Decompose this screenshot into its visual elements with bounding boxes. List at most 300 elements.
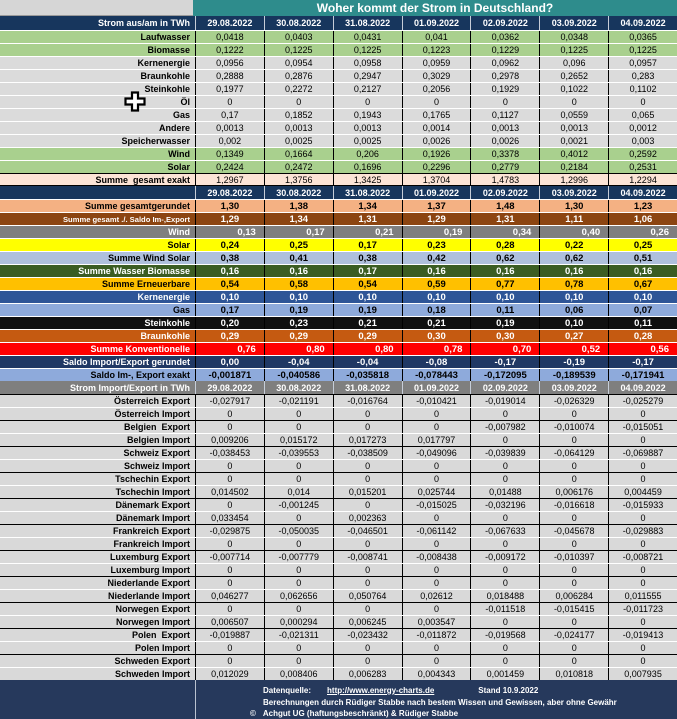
cell-value: 0,007935 bbox=[608, 668, 677, 680]
cell-value: 0 bbox=[333, 473, 402, 485]
row-label: Luxemburg Import bbox=[110, 565, 190, 575]
cell-value: -0,021311 bbox=[264, 629, 333, 641]
cell-value: 0,1223 bbox=[402, 44, 471, 56]
cell-value: 0,1102 bbox=[608, 83, 677, 95]
cell-value: 0,13 bbox=[195, 226, 264, 238]
cell-value: 0,006283 bbox=[333, 668, 402, 680]
cell-value: -0,015933 bbox=[608, 499, 677, 511]
cell-value: 1,3756 bbox=[264, 174, 333, 185]
table-row bbox=[0, 394, 677, 407]
cell-value: 0,21 bbox=[333, 226, 402, 238]
cell-value: 0,1977 bbox=[195, 83, 264, 95]
cell-value: 0,10 bbox=[195, 291, 264, 303]
cell-value: 0,17 bbox=[333, 239, 402, 251]
cell-value: 0 bbox=[608, 577, 677, 589]
table-row bbox=[0, 628, 677, 641]
cell-value: 0,001459 bbox=[470, 668, 539, 680]
table-row bbox=[0, 238, 677, 251]
cell-value: -0,049096 bbox=[402, 447, 471, 459]
table-row bbox=[0, 511, 677, 524]
cell-value: 0 bbox=[264, 538, 333, 550]
date-header: 03.09.2022 bbox=[539, 186, 608, 199]
cell-value: -0,019014 bbox=[470, 395, 539, 407]
cell-value: 0 bbox=[264, 512, 333, 524]
cell-value: 0,19 bbox=[264, 304, 333, 316]
row-label: Niederlande Export bbox=[107, 578, 190, 588]
cell-value: 1,2996 bbox=[539, 174, 608, 185]
table-row bbox=[0, 225, 677, 238]
cell-value: -0,029875 bbox=[195, 525, 264, 537]
date-header: 29.08.2022 bbox=[195, 186, 264, 199]
cell-value: 0,2296 bbox=[402, 161, 471, 173]
row-label: Schweden Export bbox=[114, 656, 190, 666]
cell-value: -0,015415 bbox=[539, 603, 608, 615]
cell-value: 0,025744 bbox=[402, 486, 471, 498]
cell-value: 0 bbox=[470, 577, 539, 589]
date-header: 29.08.2022 bbox=[195, 16, 264, 30]
cell-value: 0,76 bbox=[195, 343, 264, 355]
cell-value: 0 bbox=[608, 460, 677, 472]
cell-value: 1,06 bbox=[608, 213, 677, 225]
cell-value: 0,3378 bbox=[470, 148, 539, 160]
cell-value: 0 bbox=[264, 473, 333, 485]
cell-value: 0,1222 bbox=[195, 44, 264, 56]
cell-value: 0 bbox=[195, 642, 264, 654]
cell-value: 0 bbox=[470, 642, 539, 654]
cell-value: 0,29 bbox=[333, 330, 402, 342]
row-label: Summe gesamt exakt bbox=[95, 174, 190, 185]
cell-value: 0,1349 bbox=[195, 148, 264, 160]
cell-value: -0,038509 bbox=[333, 447, 402, 459]
cell-value: 0,2876 bbox=[264, 70, 333, 82]
cell-value: 0 bbox=[608, 408, 677, 420]
cell-value: -0,010397 bbox=[539, 551, 608, 563]
cell-value: 0 bbox=[402, 512, 471, 524]
row-label: Andere bbox=[158, 123, 190, 133]
cell-value: 0,22 bbox=[539, 239, 608, 251]
cell-value: 0,10 bbox=[264, 291, 333, 303]
cell-value: 0 bbox=[402, 538, 471, 550]
row-label: Kernenergie bbox=[137, 292, 190, 302]
row-label: Solar bbox=[167, 240, 190, 250]
cell-value: 0,2652 bbox=[539, 70, 608, 82]
cell-value: 0,0026 bbox=[402, 135, 471, 147]
cell-value: -0,011723 bbox=[608, 603, 677, 615]
import-export-header-row bbox=[0, 381, 677, 394]
cell-value: 0,4012 bbox=[539, 148, 608, 160]
cell-value: 0,1696 bbox=[333, 161, 402, 173]
cell-value: 0,3029 bbox=[402, 70, 471, 82]
cell-value: 0,07 bbox=[608, 304, 677, 316]
cell-value: -0,016764 bbox=[333, 395, 402, 407]
cell-value: -0,007982 bbox=[470, 421, 539, 433]
cell-value: 0 bbox=[264, 564, 333, 576]
cell-value: 0,29 bbox=[264, 330, 333, 342]
cell-value: 0,050764 bbox=[333, 590, 402, 602]
cell-value: 0,2127 bbox=[333, 83, 402, 95]
cell-value: 1,48 bbox=[470, 200, 539, 212]
cell-value: -0,046501 bbox=[333, 525, 402, 537]
date-header: 31.08.2022 bbox=[333, 381, 402, 394]
date-header: 01.09.2022 bbox=[402, 381, 471, 394]
cell-value: 0,006284 bbox=[539, 590, 608, 602]
cell-value: 0 bbox=[539, 577, 608, 589]
footer bbox=[0, 680, 677, 719]
cell-value: 0,041 bbox=[402, 31, 471, 43]
cell-value: -0,011518 bbox=[470, 603, 539, 615]
date-header: 04.09.2022 bbox=[608, 16, 677, 30]
cell-value: 0,0014 bbox=[402, 122, 471, 134]
cell-value: 0,0365 bbox=[608, 31, 677, 43]
table-row bbox=[0, 329, 677, 342]
cell-value: 0,014 bbox=[264, 486, 333, 498]
cell-value: 0 bbox=[608, 655, 677, 667]
cell-value: 1,29 bbox=[402, 213, 471, 225]
cell-value: 0 bbox=[333, 499, 402, 511]
cell-value: 0,0958 bbox=[333, 57, 402, 69]
row-label: Summe Konventionelle bbox=[90, 344, 190, 354]
cell-value: -0,19 bbox=[539, 356, 608, 368]
cell-value: 0 bbox=[195, 603, 264, 615]
cell-value: 0,011555 bbox=[608, 590, 677, 602]
cell-value: 0,009206 bbox=[195, 434, 264, 446]
source-link[interactable]: http://www.energy-charts.de bbox=[327, 686, 435, 695]
row-label: Schweiz Import bbox=[123, 461, 190, 471]
cell-value: 0 bbox=[608, 538, 677, 550]
cell-value: 0,16 bbox=[402, 265, 471, 277]
date-header: 29.08.2022 bbox=[195, 381, 264, 394]
row-label: Laufwasser bbox=[140, 32, 190, 42]
footer-source-line bbox=[0, 685, 677, 696]
row-label: Polen Export bbox=[131, 630, 190, 640]
cell-value: 0,014502 bbox=[195, 486, 264, 498]
cell-value: 1,30 bbox=[539, 200, 608, 212]
cell-value: 1,31 bbox=[333, 213, 402, 225]
cell-value: -0,069887 bbox=[608, 447, 677, 459]
cell-value: 0 bbox=[264, 421, 333, 433]
table-row bbox=[0, 303, 677, 316]
cell-value: 0,2472 bbox=[264, 161, 333, 173]
cell-value: -0,038453 bbox=[195, 447, 264, 459]
row-label: Gas bbox=[172, 110, 190, 120]
cell-value: -0,010421 bbox=[402, 395, 471, 407]
cell-value: 0,21 bbox=[333, 317, 402, 329]
row-label: Braunkohle bbox=[140, 331, 190, 341]
cell-value: 0 bbox=[195, 538, 264, 550]
cell-value: 0,56 bbox=[608, 343, 677, 355]
main-header-row bbox=[0, 16, 677, 30]
cell-value: 0,16 bbox=[608, 265, 677, 277]
cell-value: 0 bbox=[333, 577, 402, 589]
cell-value: 0,0431 bbox=[333, 31, 402, 43]
row-label: Polen Import bbox=[134, 643, 190, 653]
cell-value: 0,0013 bbox=[470, 122, 539, 134]
table-row bbox=[0, 108, 677, 121]
cell-value: 0,59 bbox=[402, 278, 471, 290]
cell-value: 0,10 bbox=[539, 317, 608, 329]
cell-value: 0 bbox=[333, 642, 402, 654]
cell-value: 0,70 bbox=[470, 343, 539, 355]
cell-value: 0 bbox=[195, 499, 264, 511]
cell-value: 0,01488 bbox=[470, 486, 539, 498]
cell-value: 0,78 bbox=[539, 278, 608, 290]
cell-value: 0,0021 bbox=[539, 135, 608, 147]
cell-value: 0 bbox=[402, 473, 471, 485]
table-row bbox=[0, 173, 677, 186]
cell-value: -0,032196 bbox=[470, 499, 539, 511]
cell-value: 0,41 bbox=[264, 252, 333, 264]
cell-value: 0,23 bbox=[264, 317, 333, 329]
cell-value: 0,25 bbox=[264, 239, 333, 251]
cell-value: 0,0013 bbox=[195, 122, 264, 134]
cell-value: 0,1022 bbox=[539, 83, 608, 95]
cell-value: 0,065 bbox=[608, 109, 677, 121]
cell-value: 0,30 bbox=[470, 330, 539, 342]
cell-value: 0 bbox=[402, 408, 471, 420]
cell-value: 0 bbox=[264, 96, 333, 108]
table-row bbox=[0, 654, 677, 667]
table-row bbox=[0, 69, 677, 82]
cell-value: 0,008406 bbox=[264, 668, 333, 680]
row-label: Norwegen Import bbox=[115, 617, 190, 627]
cell-value: 0 bbox=[402, 655, 471, 667]
page-title: Woher kommt der Strom in Deutschland? bbox=[193, 0, 677, 16]
row-label: Frankreich Import bbox=[113, 539, 190, 549]
cell-value: 1,3704 bbox=[402, 174, 471, 185]
cell-value: 0,0418 bbox=[195, 31, 264, 43]
cell-value: 0,38 bbox=[195, 252, 264, 264]
cell-value: 0,80 bbox=[264, 343, 333, 355]
cell-value: 0 bbox=[539, 460, 608, 472]
table-row bbox=[0, 615, 677, 628]
cell-value: 0 bbox=[539, 473, 608, 485]
table-row bbox=[0, 459, 677, 472]
table-row bbox=[0, 407, 677, 420]
cell-value: 0,0013 bbox=[264, 122, 333, 134]
cell-value: 0 bbox=[195, 96, 264, 108]
cell-value: 1,2294 bbox=[608, 174, 677, 185]
cell-value: 0 bbox=[195, 655, 264, 667]
cell-value: 0,16 bbox=[470, 265, 539, 277]
date-header: 31.08.2022 bbox=[333, 16, 402, 30]
cell-value: -0,008721 bbox=[608, 551, 677, 563]
cell-value: 0,29 bbox=[195, 330, 264, 342]
cell-value: 0,0962 bbox=[470, 57, 539, 69]
row-label: Dänemark Export bbox=[115, 500, 190, 510]
table-row bbox=[0, 147, 677, 160]
cell-value: 0,58 bbox=[264, 278, 333, 290]
row-label: Belgien Export bbox=[123, 422, 190, 432]
cell-value: 0,1943 bbox=[333, 109, 402, 121]
row-label: Belgien Import bbox=[126, 435, 190, 445]
copyright-icon: © bbox=[250, 709, 256, 718]
cell-value: 0,004343 bbox=[402, 668, 471, 680]
cell-value: 0,26 bbox=[608, 226, 677, 238]
row-label: Summe Wind Solar bbox=[108, 253, 190, 263]
row-label: Tschechin Export bbox=[115, 474, 190, 484]
cell-value: 0,033454 bbox=[195, 512, 264, 524]
cell-value: -0,172095 bbox=[470, 369, 539, 381]
table-row bbox=[0, 472, 677, 485]
cell-value: 1,31 bbox=[470, 213, 539, 225]
cell-value: 0,006176 bbox=[539, 486, 608, 498]
cell-value: 0,010818 bbox=[539, 668, 608, 680]
cell-value: 0,004459 bbox=[608, 486, 677, 498]
table-row bbox=[0, 199, 677, 212]
cell-value: -0,016618 bbox=[539, 499, 608, 511]
cell-value: -0,024177 bbox=[539, 629, 608, 641]
cell-value: 0,17 bbox=[195, 304, 264, 316]
cell-value: 0,11 bbox=[470, 304, 539, 316]
cell-value: 0,78 bbox=[402, 343, 471, 355]
row-label: Speicherwasser bbox=[121, 136, 190, 146]
cell-value: 0 bbox=[333, 460, 402, 472]
cell-value: 0,42 bbox=[402, 252, 471, 264]
cell-value: 0 bbox=[539, 434, 608, 446]
row-label: Schweiz Export bbox=[123, 448, 190, 458]
cell-value: 0,34 bbox=[470, 226, 539, 238]
cell-value: 0,0026 bbox=[470, 135, 539, 147]
cell-value: 0,10 bbox=[539, 291, 608, 303]
cell-value: 0,2056 bbox=[402, 83, 471, 95]
cell-value: 0,00 bbox=[195, 356, 264, 368]
cell-value: 0 bbox=[195, 564, 264, 576]
cell-value: 0,015172 bbox=[264, 434, 333, 446]
cell-value: 0,2272 bbox=[264, 83, 333, 95]
cell-value: -0,064129 bbox=[539, 447, 608, 459]
table-row bbox=[0, 446, 677, 459]
cell-value: 0 bbox=[195, 421, 264, 433]
title-bar bbox=[0, 0, 677, 16]
table-row bbox=[0, 316, 677, 329]
cell-value: -0,067633 bbox=[470, 525, 539, 537]
cell-value: 0,02612 bbox=[402, 590, 471, 602]
table-row bbox=[0, 95, 677, 108]
date-header: 01.09.2022 bbox=[402, 16, 471, 30]
cell-value: 0 bbox=[402, 564, 471, 576]
row-label: Gas bbox=[172, 305, 190, 315]
cell-value: -0,045678 bbox=[539, 525, 608, 537]
cell-value: 0 bbox=[264, 655, 333, 667]
cell-value: -0,009172 bbox=[470, 551, 539, 563]
cell-value: 0 bbox=[539, 655, 608, 667]
table-row bbox=[0, 56, 677, 69]
cell-value: 0 bbox=[470, 434, 539, 446]
cell-value: -0,04 bbox=[264, 356, 333, 368]
cell-value: -0,171941 bbox=[608, 369, 677, 381]
cell-value: 0,54 bbox=[333, 278, 402, 290]
cell-value: 0,1127 bbox=[470, 109, 539, 121]
cell-value: 0,1225 bbox=[539, 44, 608, 56]
cell-value: 0 bbox=[402, 603, 471, 615]
row-label: Saldo Import/Export gerundet bbox=[62, 357, 190, 367]
cell-value: 0,0959 bbox=[402, 57, 471, 69]
row-label: Summe gesamt ./. Saldo Im-,Export bbox=[62, 214, 190, 224]
cell-value: -0,039839 bbox=[470, 447, 539, 459]
cell-value: -0,189539 bbox=[539, 369, 608, 381]
table-row bbox=[0, 121, 677, 134]
cell-value: 0 bbox=[470, 96, 539, 108]
cell-value: 0,006245 bbox=[333, 616, 402, 628]
section-header-label bbox=[0, 186, 195, 199]
cell-value: 0 bbox=[195, 460, 264, 472]
cell-value: -0,08 bbox=[402, 356, 471, 368]
row-label: Frankreich Export bbox=[112, 526, 190, 536]
cell-value: 0 bbox=[608, 96, 677, 108]
cell-value: 1,38 bbox=[264, 200, 333, 212]
table-row bbox=[0, 251, 677, 264]
cell-value: 0 bbox=[539, 642, 608, 654]
cell-value: 0,20 bbox=[195, 317, 264, 329]
cell-value: 1,2967 bbox=[195, 174, 264, 185]
cell-value: 0,11 bbox=[608, 317, 677, 329]
cell-value: 0 bbox=[539, 564, 608, 576]
table-row bbox=[0, 667, 677, 680]
row-label: Tschechin Import bbox=[115, 487, 190, 497]
cell-value: 0,2184 bbox=[539, 161, 608, 173]
cell-value: 0 bbox=[470, 512, 539, 524]
cell-value: -0,040586 bbox=[264, 369, 333, 381]
cell-value: 0,24 bbox=[195, 239, 264, 251]
table-row bbox=[0, 43, 677, 56]
cell-value: 0 bbox=[402, 460, 471, 472]
table-row bbox=[0, 641, 677, 654]
cell-value: -0,078443 bbox=[402, 369, 471, 381]
cell-value: 0,003 bbox=[608, 135, 677, 147]
date-header: 02.09.2022 bbox=[470, 381, 539, 394]
cell-value: 0 bbox=[470, 564, 539, 576]
row-label: Dänemark Import bbox=[115, 513, 190, 523]
cell-value: 0,2779 bbox=[470, 161, 539, 173]
cell-value: 0,19 bbox=[402, 226, 471, 238]
cell-value: 0,0025 bbox=[333, 135, 402, 147]
table-row bbox=[0, 82, 677, 95]
table-row bbox=[0, 524, 677, 537]
cell-value: -0,015051 bbox=[608, 421, 677, 433]
row-label: Summe Erneuerbare bbox=[101, 279, 190, 289]
row-label: Norwegen Export bbox=[115, 604, 190, 614]
cell-value: 0,096 bbox=[539, 57, 608, 69]
table-row bbox=[0, 355, 677, 368]
cell-value: 0,002363 bbox=[333, 512, 402, 524]
cell-value: 0 bbox=[264, 642, 333, 654]
cell-value: -0,039553 bbox=[264, 447, 333, 459]
cell-value: -0,050035 bbox=[264, 525, 333, 537]
cell-value: 0,16 bbox=[539, 265, 608, 277]
cell-value: 0,80 bbox=[333, 343, 402, 355]
dates-header-row bbox=[0, 186, 677, 199]
cell-value: 0,62 bbox=[470, 252, 539, 264]
cell-value: 0,38 bbox=[333, 252, 402, 264]
cell-value: 0,0013 bbox=[539, 122, 608, 134]
cell-value: 0,018488 bbox=[470, 590, 539, 602]
source-label: Datenquelle: bbox=[263, 686, 312, 695]
cell-value: 0,017273 bbox=[333, 434, 402, 446]
date-header: 30.08.2022 bbox=[264, 381, 333, 394]
cell-value: 0,19 bbox=[470, 317, 539, 329]
cell-value: 0 bbox=[264, 577, 333, 589]
row-label: Saldo Im-, Export exakt bbox=[90, 370, 190, 380]
cell-value: 0,0559 bbox=[539, 109, 608, 121]
cell-value: -0,17 bbox=[470, 356, 539, 368]
table-row bbox=[0, 277, 677, 290]
cell-value: 0,000294 bbox=[264, 616, 333, 628]
cell-value: 1,4783 bbox=[470, 174, 539, 185]
cell-value: 0 bbox=[333, 421, 402, 433]
cell-value: -0,007714 bbox=[195, 551, 264, 563]
cell-value: 0,2947 bbox=[333, 70, 402, 82]
cell-value: 0 bbox=[608, 434, 677, 446]
